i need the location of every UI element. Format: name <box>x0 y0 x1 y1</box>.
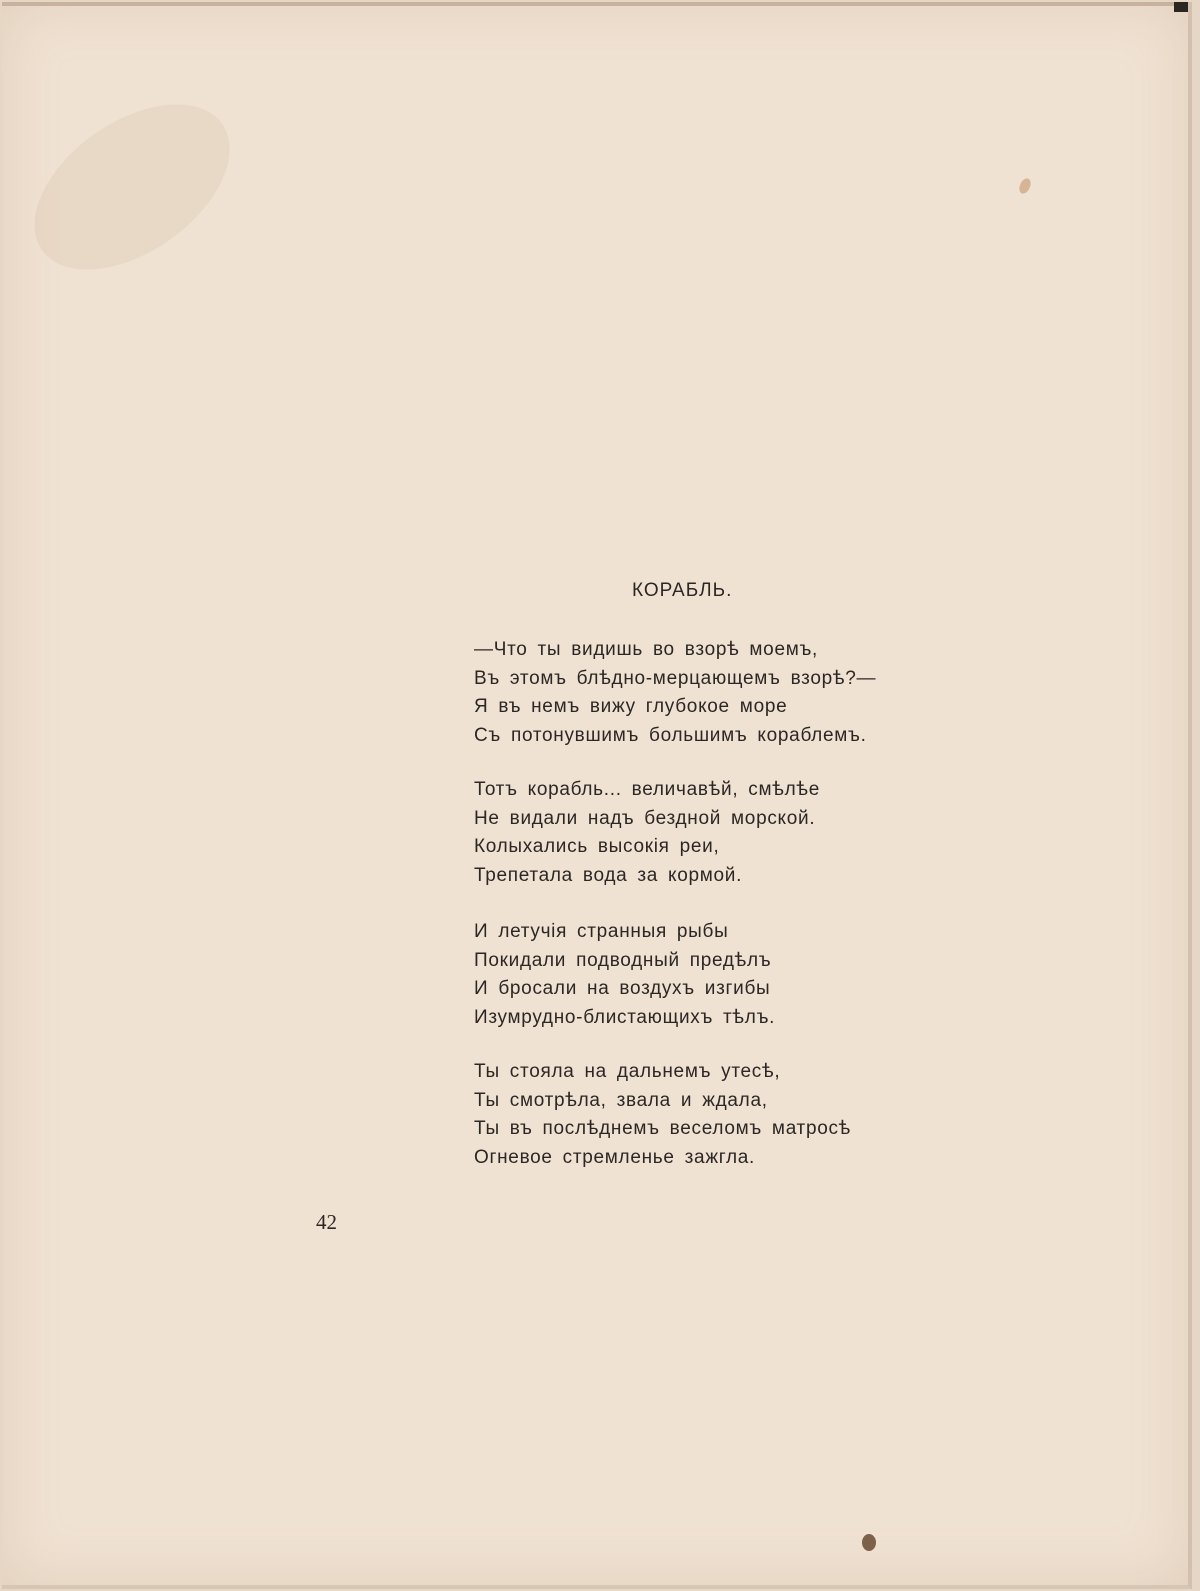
verse-line: Ты стояла на дальнемъ утесѣ, <box>474 1061 781 1082</box>
ink-spot <box>862 1534 876 1551</box>
stanza-3 <box>474 918 775 1032</box>
stanza-2 <box>474 776 820 890</box>
page-number: 42 <box>316 1210 337 1234</box>
poem-title: КОРАБЛЬ. <box>632 580 733 601</box>
verse-line: Колыхались высокія реи, <box>474 836 720 857</box>
verse-line: Трепетала вода за кормой. <box>474 864 743 886</box>
verse-line: Я въ немъ вижу глубокое море <box>474 696 788 717</box>
verse-line: Съ потонувшимъ большимъ кораблемъ. <box>474 724 867 746</box>
stanza-4 <box>474 1058 851 1172</box>
page-top-edge <box>2 2 1188 6</box>
book-page <box>2 2 1192 1589</box>
stanza-1 <box>474 636 876 750</box>
verse-line: Огневое стремленье зажгла. <box>474 1146 755 1168</box>
verse-line: —Что ты видишь во взорѣ моемъ, <box>474 639 819 660</box>
verse-line: Въ этомъ блѣдно-мерцающемъ взорѣ?— <box>474 667 877 689</box>
verse-line: Изумрудно-блистающихъ тѣлъ. <box>474 1006 776 1028</box>
verse-line: Не видали надъ бездной морской. <box>474 807 816 829</box>
verse-line: И бросали на воздухъ изгибы <box>474 978 771 999</box>
verse-line: Ты смотрѣла, звала и ждала, <box>474 1089 768 1111</box>
verse-line: Тотъ корабль... величавѣй, смѣлѣе <box>474 779 820 800</box>
paper-stain <box>5 71 260 304</box>
verse-line: И летучія странныя рыбы <box>474 921 729 942</box>
scan-corner <box>1174 2 1188 12</box>
paper-stain <box>1017 177 1033 196</box>
verse-line: Ты въ послѣднемъ веселомъ матросѣ <box>474 1118 852 1139</box>
verse-line: Покидали подводный предѣлъ <box>474 949 772 971</box>
